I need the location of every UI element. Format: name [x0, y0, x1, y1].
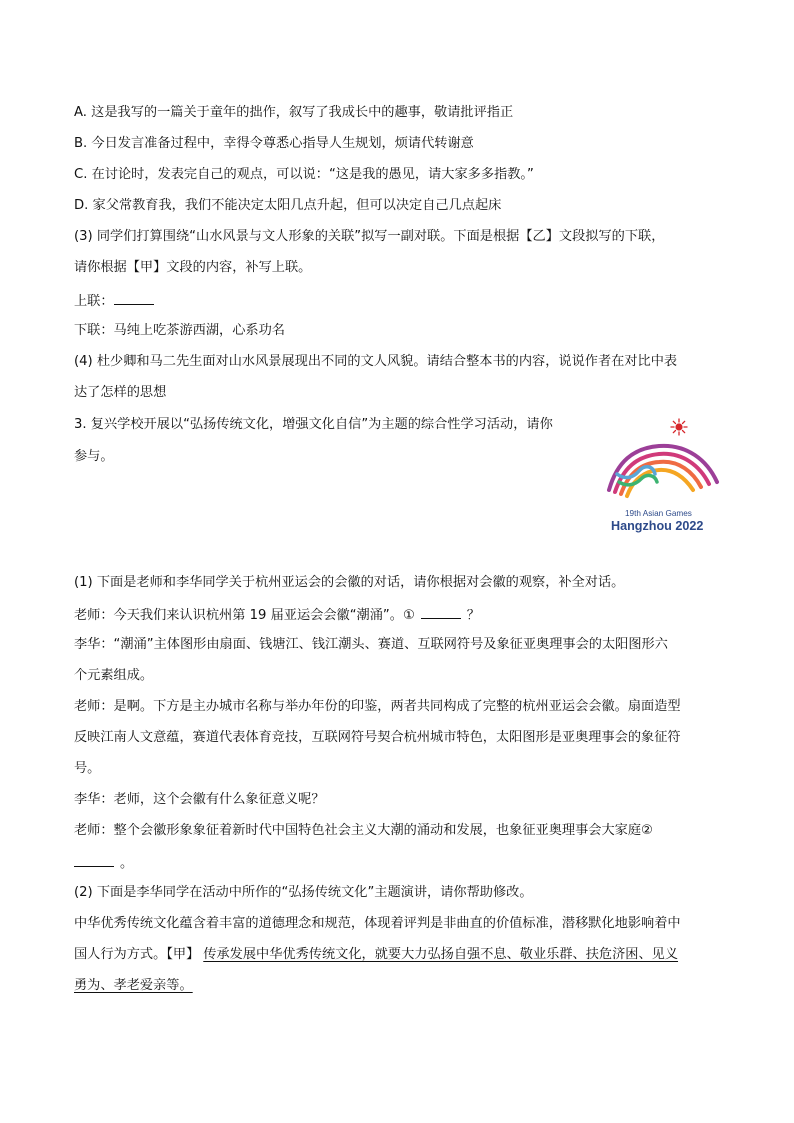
answer-blank-2[interactable]	[74, 853, 114, 867]
teacher-line-1-text: 老师：今天我们来认识杭州第 19 届亚运会会徽“潮涌”。①	[74, 608, 415, 623]
q3-1-prompt: (1) 下面是老师和李华同学关于杭州亚运会的会徽的对话，请你根据对会徽的观察，补全对话。	[74, 575, 625, 590]
upper-couplet	[74, 291, 154, 311]
lihua-line-2: 李华：老师，这个会徽有什么象征意义呢？	[74, 792, 325, 807]
upper-couplet-label: 上联：	[74, 294, 114, 309]
answer-blank-1[interactable]	[421, 605, 461, 619]
q3-prompt-line1: 3. 复兴学校开展以“弘扬传统文化，增强文化自信”为主题的综合性学习活动，请你	[74, 417, 553, 432]
teacher-line-3b-end: 。	[120, 856, 134, 871]
speech-underlined-sentence-b: 勇为、孝老爱亲等。	[74, 978, 193, 993]
speech-line-2-plain: 国人行为方式。【甲】	[74, 947, 200, 962]
speech-underlined-sentence-a: 传承发展中华优秀传统文化，就要大力弘扬自强不息、敬业乐群、扶危济困、见义	[203, 947, 679, 962]
fan-waves-icon	[609, 446, 717, 496]
teacher-line-3b	[74, 853, 133, 873]
q2-4-prompt-line2: 达了怎样的思想	[74, 385, 167, 400]
teacher-line-2b: 反映江南人文意蕴，赛道代表体育竞技，互联网符号契合杭州城市特色，太阳图形是亚奥理事会的象征符	[74, 730, 681, 745]
lihua-line-1a: 李华：“潮涌”主体图形由扇面、钱塘江、钱江潮头、赛道、互联网符号及象征亚奥理事会的太阳图形六	[74, 637, 668, 652]
teacher-line-2c: 号。	[74, 761, 101, 776]
q2-3-prompt-line1: (3) 同学们打算围绕“山水风景与文人形象的关联”拟写一副对联。下面是根据【乙】文段拟写的下联，	[74, 229, 665, 244]
q3-prompt-line2: 参与。	[74, 449, 114, 464]
q2-4-prompt-line1: (4) 杜少卿和马二先生面对山水风景展现出不同的文人风貌。请结合整本书的内容，说说作者在对比中表	[74, 354, 678, 369]
teacher-line-1	[74, 605, 480, 625]
teacher-line-3a: 老师：整个会徽形象象征着新时代中国特色社会主义大潮的涌动和发展，也象征亚奥理事会大家庭②	[74, 823, 653, 838]
option-b: B. 今日发言准备过程中，幸得令尊悉心指导人生规划，烦请代转谢意	[74, 136, 474, 151]
option-a: A. 这是我写的一篇关于童年的拙作，叙写了我成长中的趣事，敬请批评指正	[74, 105, 514, 120]
lihua-line-1b: 个元素组成。	[74, 668, 154, 683]
logo-caption-line1: 19th Asian Games	[625, 509, 692, 518]
teacher-line-1-question-mark: ？	[466, 608, 480, 623]
q2-3-prompt-line2: 请你根据【甲】文段的内容，补写上联。	[74, 260, 312, 275]
hangzhou-asian-games-logo	[603, 416, 731, 534]
option-d: D. 家父常教育我，我们不能决定太阳几点升起，但可以决定自己几点起床	[74, 198, 502, 213]
logo-caption-line2: Hangzhou 2022	[611, 519, 704, 533]
speech-line-2	[74, 946, 678, 964]
speech-line-1: 中华优秀传统文化蕴含着丰富的道德理念和规范，体现着评判是非曲直的价值标准，潜移默化地影响着中	[74, 916, 681, 931]
option-c: C. 在讨论时，发表完自己的观点，可以说：“这是我的愚见，请大家多多指教。”	[74, 167, 534, 182]
q3-2-prompt: (2) 下面是李华同学在活动中所作的“弘扬传统文化”主题演讲，请你帮助修改。	[74, 885, 533, 900]
teacher-line-2a: 老师：是啊。下方是主办城市名称与举办年份的印鉴，两者共同构成了完整的杭州亚运会会徽。扇面造型	[74, 699, 681, 714]
sun-icon	[671, 419, 687, 435]
lower-couplet: 下联：马纯上吃茶游西湖，心系功名	[74, 323, 285, 338]
upper-couplet-blank[interactable]	[114, 291, 154, 305]
speech-line-3	[74, 977, 193, 995]
